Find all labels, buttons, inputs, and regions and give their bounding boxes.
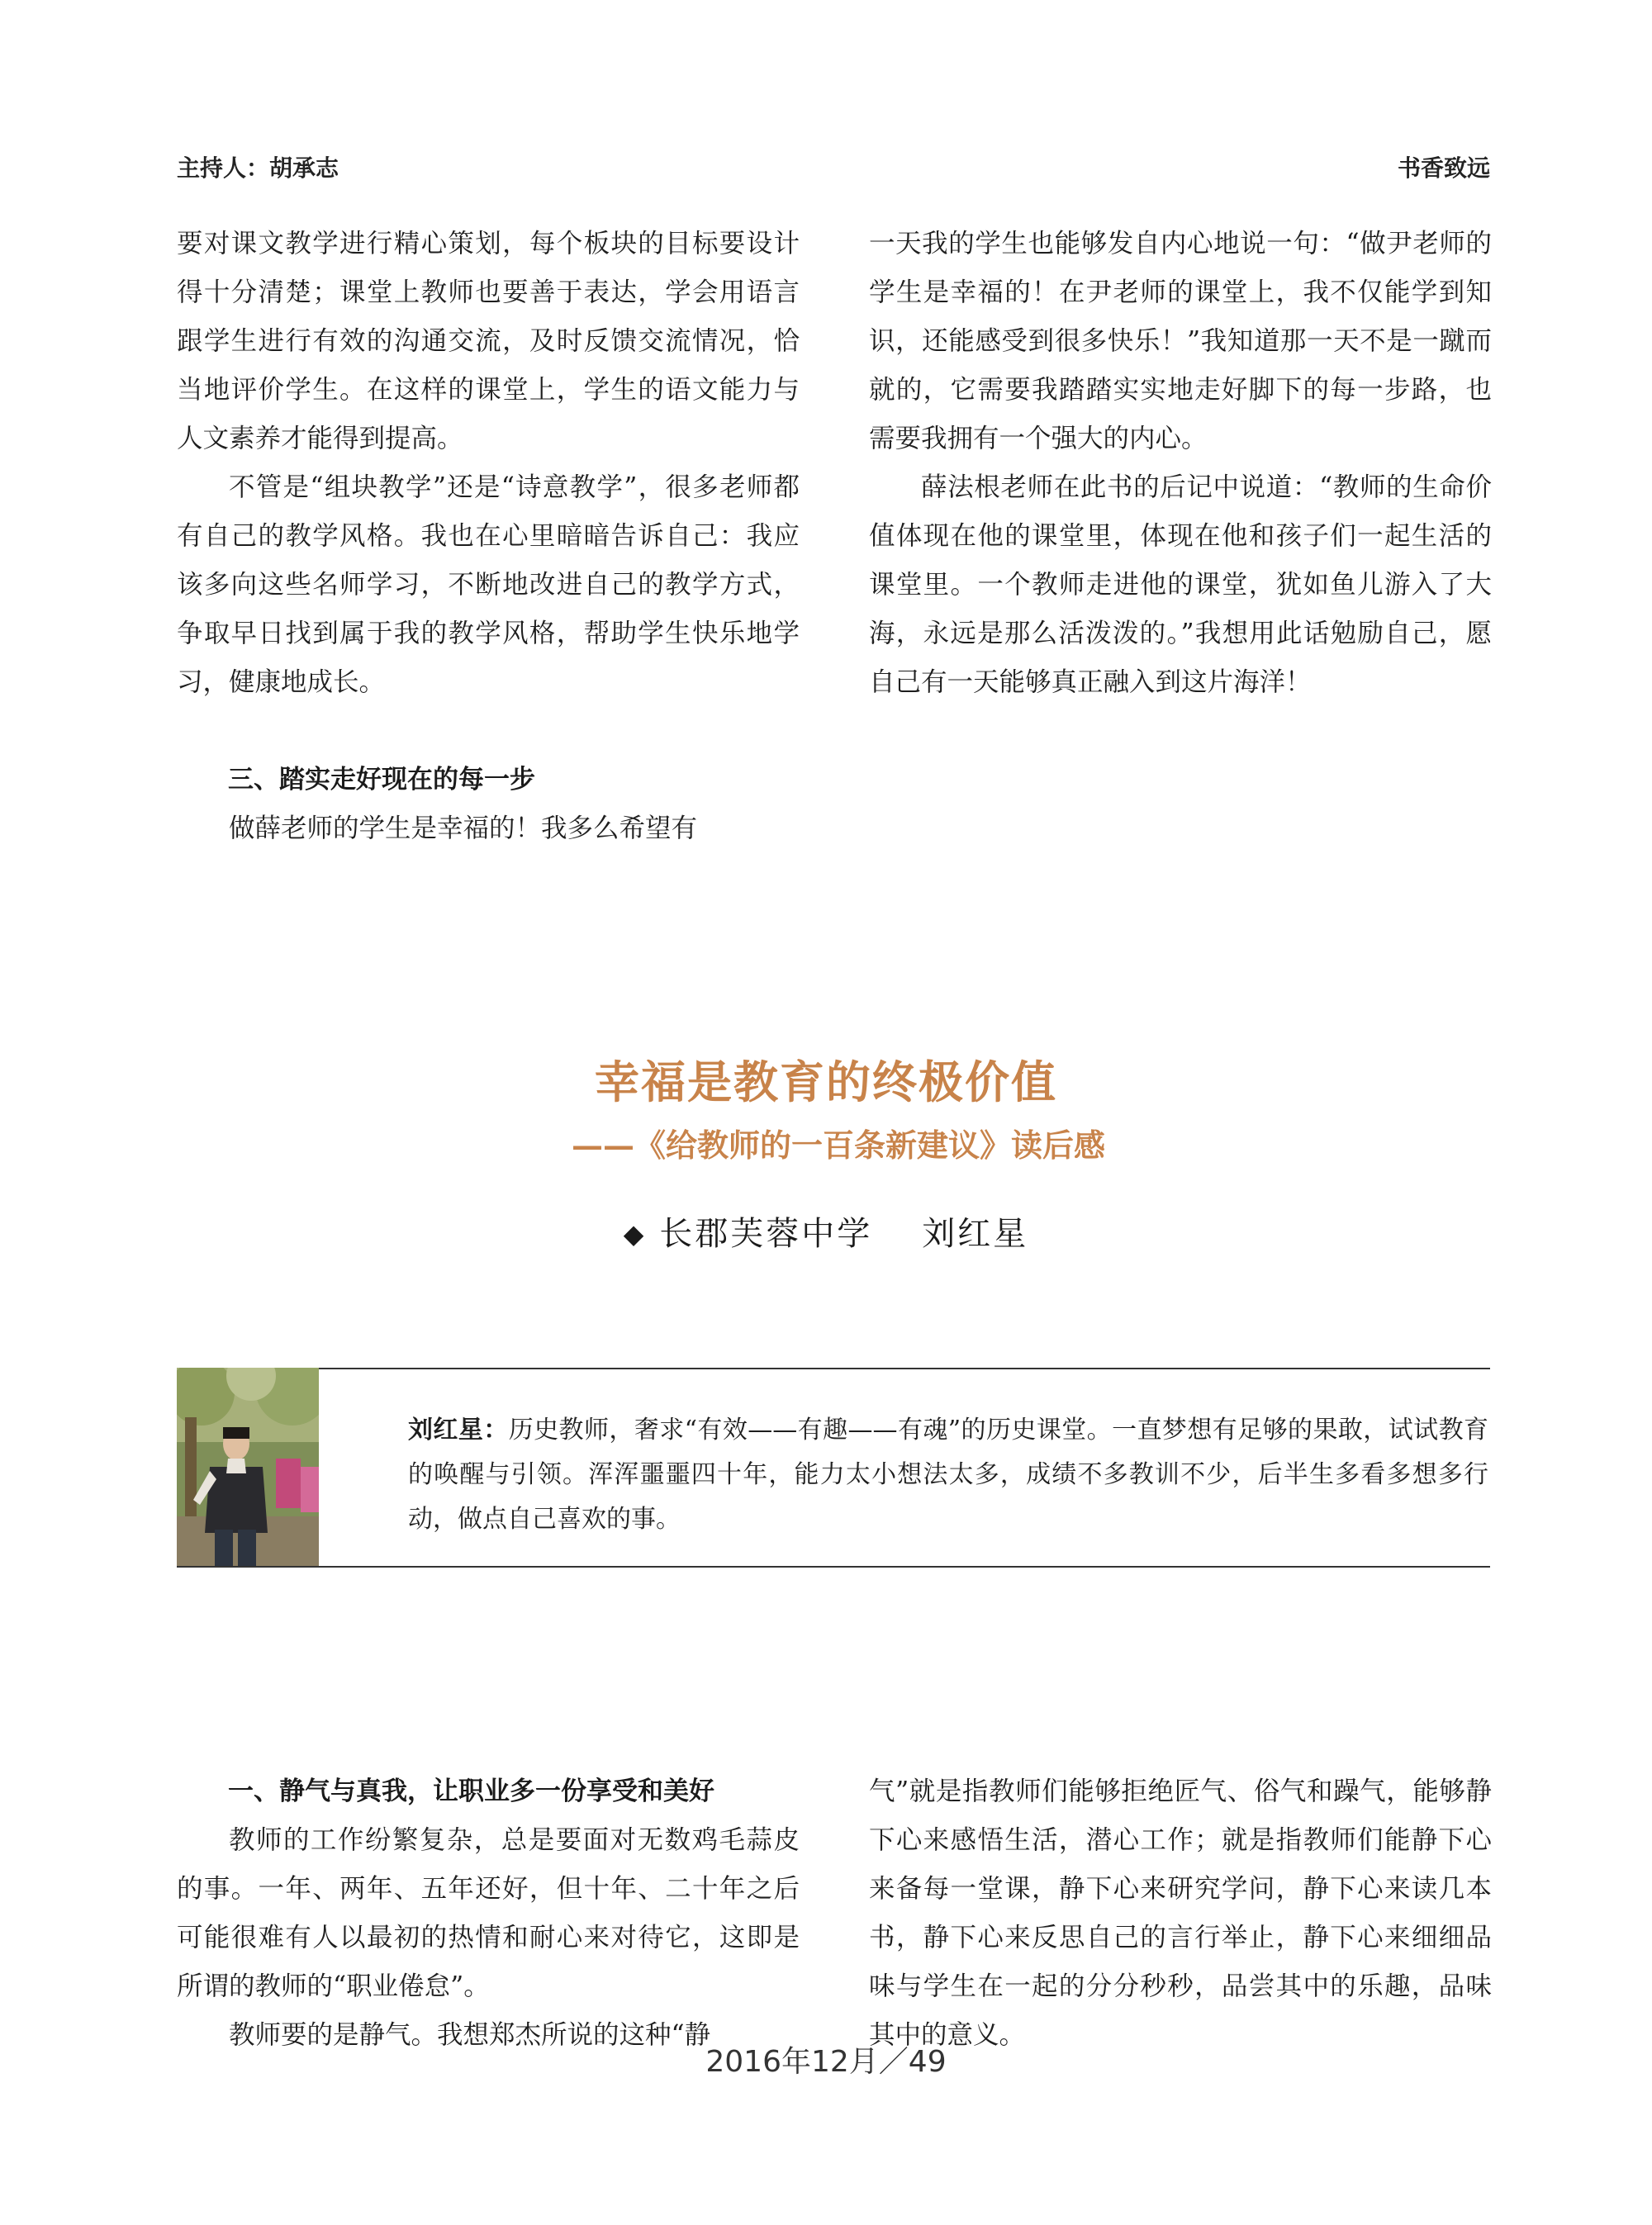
author-name: 刘红星 (922, 1215, 1029, 1253)
bio-text: 历史教师，奢求“有效——有趣——有魂”的历史课堂。一直梦想有足够的果敢，试试教育的唤醒与引领。浑浑噩噩四十年，能力太小想法太多，成绩不多教训不少，后半生多看多想多行动，做点自己喜欢的事。 (408, 1416, 1488, 1534)
school-name: 长郡芙蓉中学 (659, 1215, 873, 1253)
top-left-column (177, 220, 800, 853)
paragraph: 做薛老师的学生是幸福的！我多么希望有 (229, 814, 698, 843)
paragraph: 教师要的是静气。我想郑杰所说的这种“静 (229, 2020, 711, 2050)
diamond-icon: ◆ (623, 1218, 647, 1250)
paragraph: 要对课文教学进行精心策划，每个板块的目标要设计得十分清楚；课堂上教师也要善于表达，学会用语言跟学生进行有效的沟通交流，及时反馈交流情况，恰当地评价学生。在这样的课堂上，学生的语文能力与人文素养才能得到提高。 (177, 229, 800, 453)
column-host-label: 主持人：胡承志 (177, 154, 339, 182)
body-left-column (177, 1767, 800, 2060)
author-bio (358, 1408, 1488, 1542)
paragraph: 不管是“组块教学”还是“诗意教学”，很多老师都有自己的教学风格。我也在心里暗暗告诉自己：我应该多向这些名师学习，不断地改进自己的教学方式，争取早日找到属于我的教学风格，帮助学生快乐地学习，健康地成长。 (177, 472, 800, 697)
paragraph: 薛法根老师在此书的后记中说道：“教师的生命价值体现在他的课堂里，体现在他和孩子们一起生活的课堂里。一个教师走进他的课堂，犹如鱼儿游入了大海，永远是那么活泼泼的。”我想用此话勉励自己，愿自己有一天能够真正融入到这片海洋！ (869, 472, 1492, 697)
section-heading: 一、静气与真我，让职业多一份享受和美好 (228, 1777, 714, 1806)
article-title: 幸福是教育的终极价值 (595, 1056, 1057, 1108)
section-heading: 三、踏实走好现在的每一步 (228, 765, 535, 795)
paragraph: 教师的工作纷繁复杂，总是要面对无数鸡毛蒜皮的事。一年、两年、五年还好，但十年、二十年之后可能很难有人以最初的热情和耐心来对待它，这即是所谓的教师的“职业倦怠”。 (177, 1825, 800, 2001)
bio-divider-bottom (177, 1566, 1490, 1568)
bio-divider-top (319, 1368, 1490, 1369)
byline (0, 1207, 1652, 1255)
top-right-column (869, 220, 1492, 707)
page-footer: 2016年12月／49 (705, 2045, 947, 2079)
body-right-column (869, 1767, 1492, 2060)
paragraph: 气”就是指教师们能够拒绝匠气、俗气和躁气，能够静下心来感悟生活，潜心工作；就是指教师们能静下心来备每一堂课，静下心来研究学问，静下心来读几本书，静下心来反思自己的言行举止，静下心来细细品味与学生在一起的分分秒秒，品尝其中的乐趣，品味其中的意义。 (869, 1777, 1492, 2050)
author-photo (177, 1368, 319, 1568)
article-subtitle: ——《给教师的一百条新建议》读后感 (571, 1127, 1105, 1164)
bio-author-name: 刘红星： (408, 1416, 509, 1445)
paragraph: 一天我的学生也能够发自内心地说一句：“做尹老师的学生是幸福的！在尹老师的课堂上，我不仅能学到知识，还能感受到很多快乐！”我知道那一天不是一蹴而就的，它需要我踏踏实实地走好脚下的每一步路，也需要我拥有一个强大的内心。 (869, 229, 1492, 453)
column-name-label: 书香致远 (1397, 154, 1490, 182)
